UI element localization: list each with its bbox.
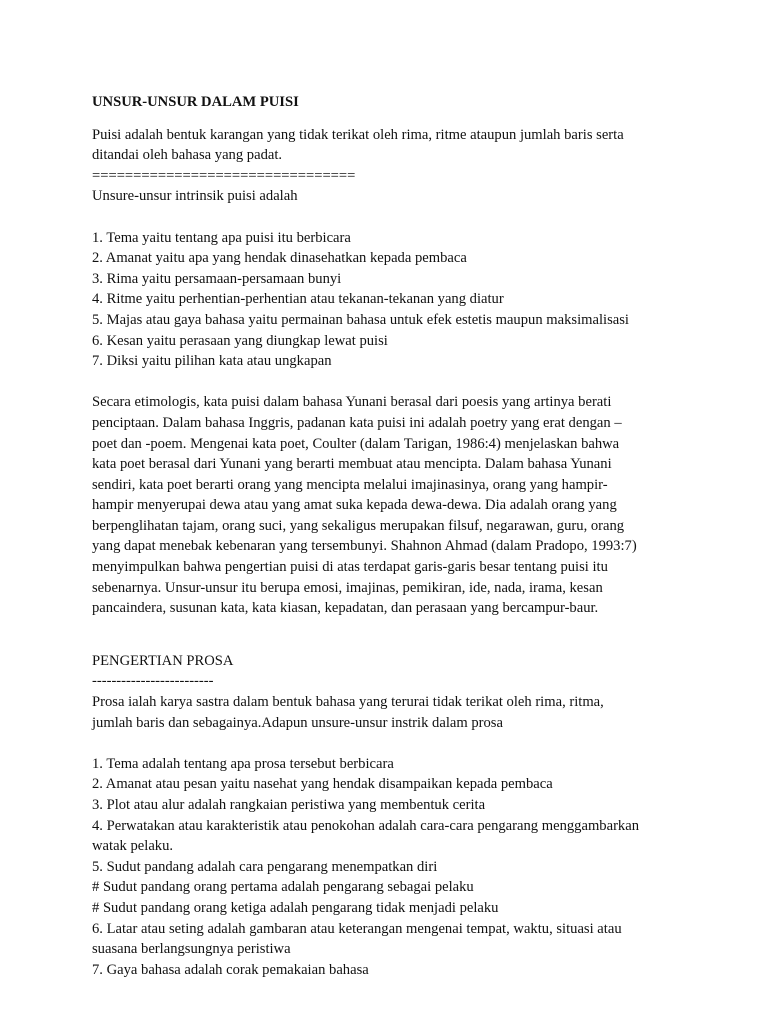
paragraph-line: poet dan -poem. Mengenai kata poet, Coulter (dalam Tarigan, 1986:4) menjelaskan bahwa xyxy=(92,435,620,452)
intro-line: ditandai oleh bahasa yang padat. xyxy=(92,147,283,164)
list-item: 7. Diksi yaitu pilihan kata atau ungkapan xyxy=(92,353,332,370)
list-item: 6. Kesan yaitu perasaan yang diungkap lewat puisi xyxy=(92,332,388,349)
list-item: 7. Gaya bahasa adalah corak pemakaian bahasa xyxy=(92,961,369,978)
intrinsic-heading: Unsure-unsur intrinsik puisi adalah xyxy=(92,188,298,205)
document-title: UNSUR-UNSUR DALAM PUISI xyxy=(92,94,299,110)
list-item: watak pelaku. xyxy=(92,838,174,855)
document-page xyxy=(92,92,688,980)
list-item: 6. Latar atau seting adalah gambaran atau keterangan mengenai tempat, waktu, situasi atau xyxy=(92,920,622,937)
list-item: # Sudut pandang orang pertama adalah pengarang sebagai pelaku xyxy=(92,879,474,896)
prosa-intro-line: Prosa ialah karya sastra dalam bentuk bahasa yang terurai tidak terikat oleh rima, ritma, xyxy=(92,694,604,711)
separator-line: ================================ xyxy=(92,167,356,184)
paragraph-line: sebenarnya. Unsur-unsur itu berupa emosi, imajinas, pemikiran, ide, nada, irama, kesan xyxy=(92,579,603,596)
paragraph-line: hampir menyerupai dewa atau yang amat suka kepada dewa-dewa. Dia adalah orang yang xyxy=(92,497,617,514)
separator-line: ------------------------- xyxy=(92,673,214,690)
spacer xyxy=(92,733,688,754)
paragraph-line: Secara etimologis, kata puisi dalam bahasa Yunani berasal dari poesis yang artinya berati xyxy=(92,394,612,411)
list-item: 1. Tema adalah tentang apa prosa tersebut berbicara xyxy=(92,755,394,772)
paragraph-line: menyimpulkan bahwa pengertian puisi di atas terdapat garis-garis besar tentang puisi itu xyxy=(92,559,608,576)
spacer xyxy=(92,619,688,651)
paragraph-line: kata poet berasal dari Yunani yang berarti membuat atau mencipta. Dalam bahasa Yunani xyxy=(92,456,612,473)
paragraph-line: penciptaan. Dalam bahasa Inggris, padanan kata puisi ini adalah poetry yang erat dengan – xyxy=(92,414,622,431)
spacer xyxy=(92,207,688,228)
paragraph-line: sendiri, kata poet berarti orang yang mencipta melalui imajinasinya, orang yang hampir- xyxy=(92,476,608,493)
list-item: 3. Rima yaitu persamaan-persamaan bunyi xyxy=(92,270,342,287)
paragraph-line: pancaindera, susunan kata, kata kiasan, kepadatan, dan perasaan yang bercampur-baur. xyxy=(92,600,599,617)
spacer xyxy=(92,113,688,125)
intro-line: Puisi adalah bentuk karangan yang tidak terikat oleh rima, ritme ataupun jumlah baris serta xyxy=(92,126,624,143)
list-item: 3. Plot atau alur adalah rangkaian peristiwa yang membentuk cerita xyxy=(92,797,486,813)
list-item: # Sudut pandang orang ketiga adalah pengarang tidak menjadi pelaku xyxy=(92,899,499,916)
section-title: PENGERTIAN PROSA xyxy=(92,652,234,669)
list-item: suasana berlangsungnya peristiwa xyxy=(92,941,291,958)
list-item: 5. Sudut pandang adalah cara pengarang menempatkan diri xyxy=(92,858,438,875)
list-item: 5. Majas atau gaya bahasa yaitu permainan bahasa untuk efek estetis maupun maksimalisasi xyxy=(92,311,629,328)
list-item: 2. Amanat atau pesan yaitu nasehat yang hendak disampaikan kepada pembaca xyxy=(92,776,553,793)
prosa-intro-line: jumlah baris dan sebagainya.Adapun unsure-unsur instrik dalam prosa xyxy=(92,714,503,731)
list-item: 4. Perwatakan atau karakteristik atau penokohan adalah cara-cara pengarang menggambarkan xyxy=(92,817,639,834)
paragraph-line: yang dapat menebak kebenaran yang tersembunyi. Shahnon Ahmad (dalam Pradopo, 1993:7) xyxy=(92,538,637,555)
paragraph-line: berpenglihatan tajam, orang suci, yang sekaligus merupakan filsuf, negarawan, guru, orang xyxy=(92,517,625,534)
list-item: 1. Tema yaitu tentang apa puisi itu berbicara xyxy=(92,229,351,246)
list-item: 2. Amanat yaitu apa yang hendak dinasehatkan kepada pembaca xyxy=(92,250,467,267)
list-item: 4. Ritme yaitu perhentian-perhentian atau tekanan-tekanan yang diatur xyxy=(92,291,504,308)
spacer xyxy=(92,372,688,393)
